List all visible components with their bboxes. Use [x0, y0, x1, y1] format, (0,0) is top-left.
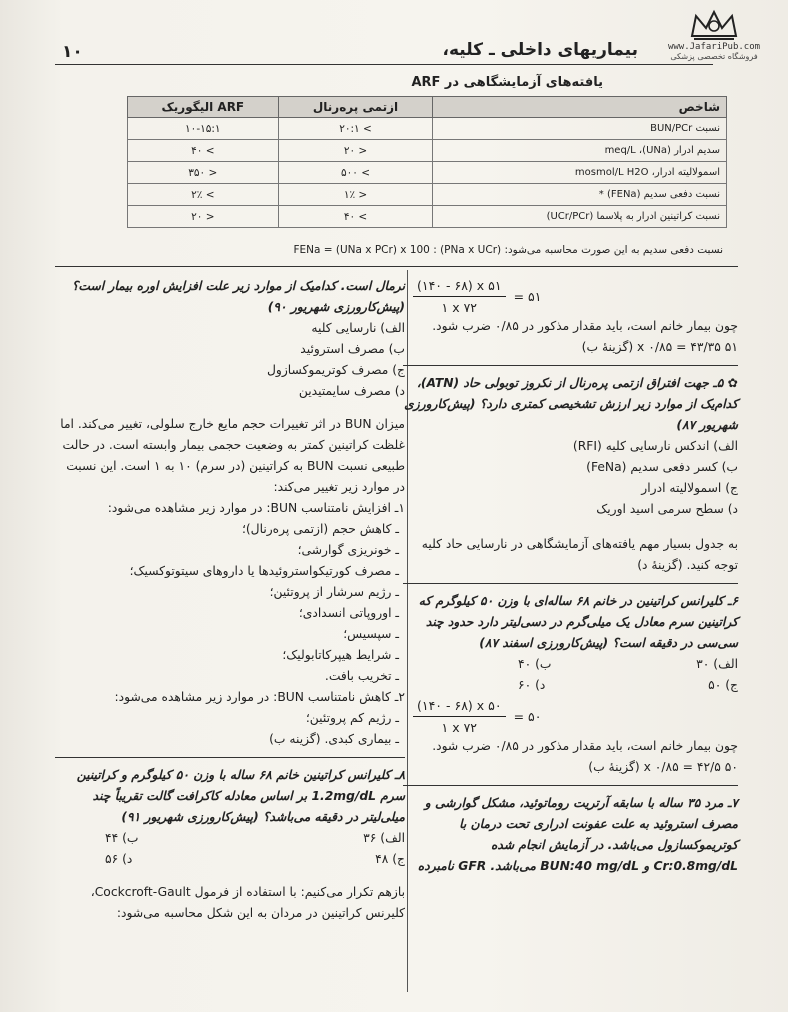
question-8: ۸ـ کلیرانس کراتینین خانم ۶۸ ساله با وزن ۵۰ کیلوگرم و کراتینین سرم 1.2mg/dL بر اساس معادله کاکرافت گالت تقریباً چند میلی‌لیتر در دقیقه می‌باشد؟ (پیش‌کارورزی شهریور ۹۱): [76, 768, 405, 824]
options-row: [105, 828, 405, 849]
list-item: ـ بیماری کبدی. (گزینه ب): [269, 732, 399, 746]
list-item: ـ تخریب بافت.: [324, 669, 399, 683]
calc-answer: ۵۱ x ۰/۸۵ = ۴۳/۳۵ (گزینهٔ ب): [581, 340, 738, 354]
list-item: ـ خونریزی گوارشی؛: [297, 543, 399, 557]
calc-note: چون بیمار خانم است، باید مقدار مذکور در ۰/۸۵ ضرب شود.: [432, 739, 738, 753]
option: الف) اندکس نارسایی کلیه (RFI): [572, 439, 738, 453]
question-6: ۶ـ کلیرانس کراتینین در خانم ۶۸ ساله‌ای با وزن ۵۰ کیلوگرم که کراتینین سرم معادل یک میلی‌گرم در دسی‌لیتر دارد حدود چند سی‌سی در دقیقه است؟ (پیش‌کارورزی اسفند ۸۷): [418, 594, 738, 650]
fraction: [413, 695, 506, 738]
table-row: [128, 162, 727, 184]
list-item: ـ رژیم کم پروتئین؛: [305, 711, 399, 725]
option: ب) ۴۴: [105, 831, 139, 845]
logo-url: www.JafariPub.com: [667, 42, 761, 52]
table-cell: < ۲۰: [128, 206, 279, 228]
option: ب) ۴۰: [518, 657, 552, 671]
list-item: ـ سپسیس؛: [343, 627, 399, 641]
options-row: [105, 849, 405, 870]
explanation-paragraph: بازهم تکرار می‌کنیم: با استفاده از فرمول Cockcroft-Gault، کلیرنس کراتینین در مردان به این شکل محاسبه می‌شود:: [90, 885, 405, 920]
section-rule: [55, 266, 738, 267]
table-cell: ۱۰-۱۵:۱: [128, 118, 279, 140]
left-column: [55, 276, 405, 1012]
option: ب) کسر دفعی سدیم (FeNa): [586, 460, 738, 474]
running-header: بیماریهای داخلی ـ کلیه،: [442, 40, 638, 60]
list-item: ـ اوروپاتی انسدادی؛: [298, 606, 399, 620]
calc-answer: ۵۰ x ۰/۸۵ = ۴۲/۵ (گزینهٔ ب): [588, 760, 738, 774]
fraction-denominator: ۱ x ۷۲: [441, 719, 478, 735]
logo-subtitle: فروشگاه تخصصی پزشکی: [670, 52, 758, 61]
header-rule: [55, 64, 713, 65]
question-7: ۷ـ مرد ۳۵ ساله با سابقه آرتریت روماتوئید، مشکل گوارشی و مصرف استروئید به علت عفونت ادراری تحت درمان با کوتریموکسازول می‌باشد. در آزمایش انجام شده Cr:0.8mg/dL و BUN:40 mg/dL می‌باشد. GFR نامبرده: [417, 796, 738, 873]
option: ج) مصرف کوتریموکسازول: [266, 363, 405, 377]
options-row: [518, 654, 738, 675]
option: ج) اسمولالیته ادرار: [641, 481, 738, 495]
list-item: ـ کاهش حجم (ازتمی پره‌رنال)؛: [241, 522, 399, 536]
option: الف) نارسایی کلیه: [311, 321, 405, 335]
table-caption: یافته‌های آزمایشگاهی در ARF: [411, 75, 603, 90]
publisher-logo: [660, 8, 768, 61]
option: ب) مصرف استروئید: [300, 342, 405, 356]
calculation-2: [413, 696, 738, 736]
table-cell: > ۴۰: [278, 206, 433, 228]
option: ج) ۵۰: [708, 678, 738, 692]
table-cell: > ۲٪: [128, 184, 279, 206]
right-column: [403, 276, 738, 1012]
question-separator: [403, 785, 738, 786]
list-item: ـ مصرف کورتیکواستروئیدها یا داروهای سیتوتوکسیک؛: [129, 564, 399, 578]
decrease-title: ۲ـ کاهش نامتناسب BUN: در موارد زیر مشاهده می‌شود:: [114, 690, 405, 704]
fena-formula-note: نسبت دفعی سدیم به این صورت محاسبه می‌شود: FENa = (UNa x PCr) x 100 : (PNa x UCr): [293, 244, 723, 256]
question-5: ✿ ۵ـ جهت افتراق ازتمی پره‌رنال از نکروز توبولی حاد (ATN)، کدام‌یک از موارد زیر ارزش تشخیصی کمتری دارد؟ (پیش‌کارورزی شهریور ۸۷): [404, 376, 738, 432]
fraction: [413, 275, 506, 318]
option: ج) ۴۸: [375, 852, 405, 866]
option: د) ۶۰: [518, 678, 546, 692]
question-7-continued: نرمال است. کدامیک از موارد زیر علت افزایش اوره بیمار است؟ (پیش‌کارورزی شهریور ۹۰): [71, 279, 405, 314]
table-cell: < ۱٪: [278, 184, 433, 206]
option: د) سطح سرمی اسید اوریک: [596, 502, 738, 516]
table-row: [128, 118, 727, 140]
table-header-row: [128, 97, 727, 118]
fraction-denominator: ۱ x ۷۲: [441, 299, 478, 315]
increase-title: ۱ـ افزایش نامتناسب BUN: در موارد زیر مشاهده می‌شود:: [107, 501, 405, 515]
list-item: ـ شرایط هیپرکاتابولیک؛: [282, 648, 399, 662]
page-number: ۱۰: [62, 42, 83, 62]
table-cell: < ۳۵۰: [128, 162, 279, 184]
column-header: شاخص: [433, 97, 727, 118]
table-row: [128, 140, 727, 162]
fraction-numerator: (۱۴۰ - ۶۸) x ۵۱: [413, 275, 506, 297]
column-header: ARF الیگوریک: [128, 97, 279, 118]
options-row: [518, 675, 738, 696]
option: د) مصرف سایمتیدین: [298, 384, 405, 398]
option: الف) ۳۰: [696, 657, 738, 671]
explanation-paragraph: میزان BUN در اثر تغییرات حجم مایع خارج سلولی، تغییر می‌کند. اما غلظت کراتینین کمتر به وضعیت حجمی بیمار وابسته است. در حالت طبیعی نسبت BUN به کراتینین (در سرم) ۱۰ به ۱ است. این نسبت در موارد زیر تغییر می‌کند:: [60, 417, 405, 494]
table-cell: < ۲۰: [278, 140, 433, 162]
option: الف) ۳۶: [363, 831, 405, 845]
table-cell: سدیم ادرار (UNa)، meq/L: [433, 140, 727, 162]
table-cell: > ۵۰۰: [278, 162, 433, 184]
table-cell: نسبت BUN/PCr: [433, 118, 727, 140]
crown-logo-icon: [686, 8, 742, 42]
table-cell: > ۴۰: [128, 140, 279, 162]
table-row: [128, 184, 727, 206]
calculation-1: [413, 276, 738, 316]
calc-result: = ۵۱: [513, 288, 542, 304]
calc-result: = ۵۰: [513, 708, 542, 724]
question-separator: [55, 757, 405, 758]
question-separator: [403, 583, 738, 584]
answer-explanation: به جدول بسیار مهم یافته‌های آزمایشگاهی در نارسایی حاد کلیه توجه کنید. (گزینهٔ د): [421, 537, 738, 572]
option: د) ۵۶: [105, 852, 133, 866]
question-separator: [403, 365, 738, 366]
list-item: ـ رژیم سرشار از پروتئین؛: [269, 585, 399, 599]
table-cell: نسبت دفعی سدیم (FENa) *: [433, 184, 727, 206]
table-cell: > ۲۰:۱: [278, 118, 433, 140]
table-cell: اسمولالیته ادرار، mosmol/L H2O: [433, 162, 727, 184]
column-header: ازتمی پره‌رنال: [278, 97, 433, 118]
table-cell: نسبت کراتینین ادرار به پلاسما (UCr/PCr): [433, 206, 727, 228]
fraction-numerator: (۱۴۰ - ۶۸) x ۵۰: [413, 695, 506, 717]
table-row: [128, 206, 727, 228]
lab-findings-table: [127, 96, 727, 228]
calc-note: چون بیمار خانم است، باید مقدار مذکور در ۰/۸۵ ضرب شود.: [432, 319, 738, 333]
